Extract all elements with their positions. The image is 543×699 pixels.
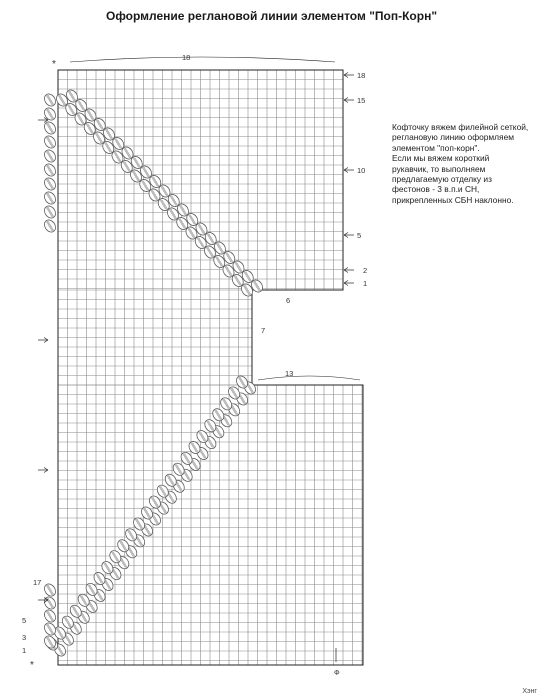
start-mark: * [52,59,56,70]
row-label-10: 10 [357,166,366,175]
note-line: предлагаемую отделку из [392,174,492,185]
note-line: прикрепленных СБН наклонно. [392,194,514,205]
left-row-label-1: 1 [22,646,27,655]
left-row-label-5: 5 [22,616,27,625]
mid-count-label: 13 [285,369,294,378]
left-row-label-17: 17 [33,578,42,587]
row-label-2: 2 [363,266,368,275]
chart-labels [22,53,367,677]
note-line: фестонов - 3 в.п.и СН, [392,184,480,195]
left-row-label-3: 3 [22,633,27,642]
note-line: рукавчик, то выполняем [392,163,486,174]
row-label-5: 5 [357,231,362,240]
row-label-18: 18 [357,71,366,80]
end-mark: Ф [334,668,340,677]
note-line: элементом "поп-корн". [392,142,480,153]
watermark: Хэнг [522,688,537,695]
start-mark-bottom: * [30,660,34,671]
row-label-15: 15 [357,96,366,105]
vert-count-label: 7 [261,326,266,335]
note-line: Если мы вяжем короткий [392,153,490,164]
row-label-1: 1 [363,279,368,288]
diagram-title: Оформление реглановой линии элементом "Поп-Корн" [105,9,438,23]
note-line: реглановую линию оформляем [392,132,515,143]
note-line: Кофточку вяжем филейной сеткой, [392,122,529,132]
top-count-label: 18 [182,53,191,62]
step-count-label: 6 [286,296,291,305]
pattern-note [392,122,542,205]
popcorn-elements [42,88,265,658]
